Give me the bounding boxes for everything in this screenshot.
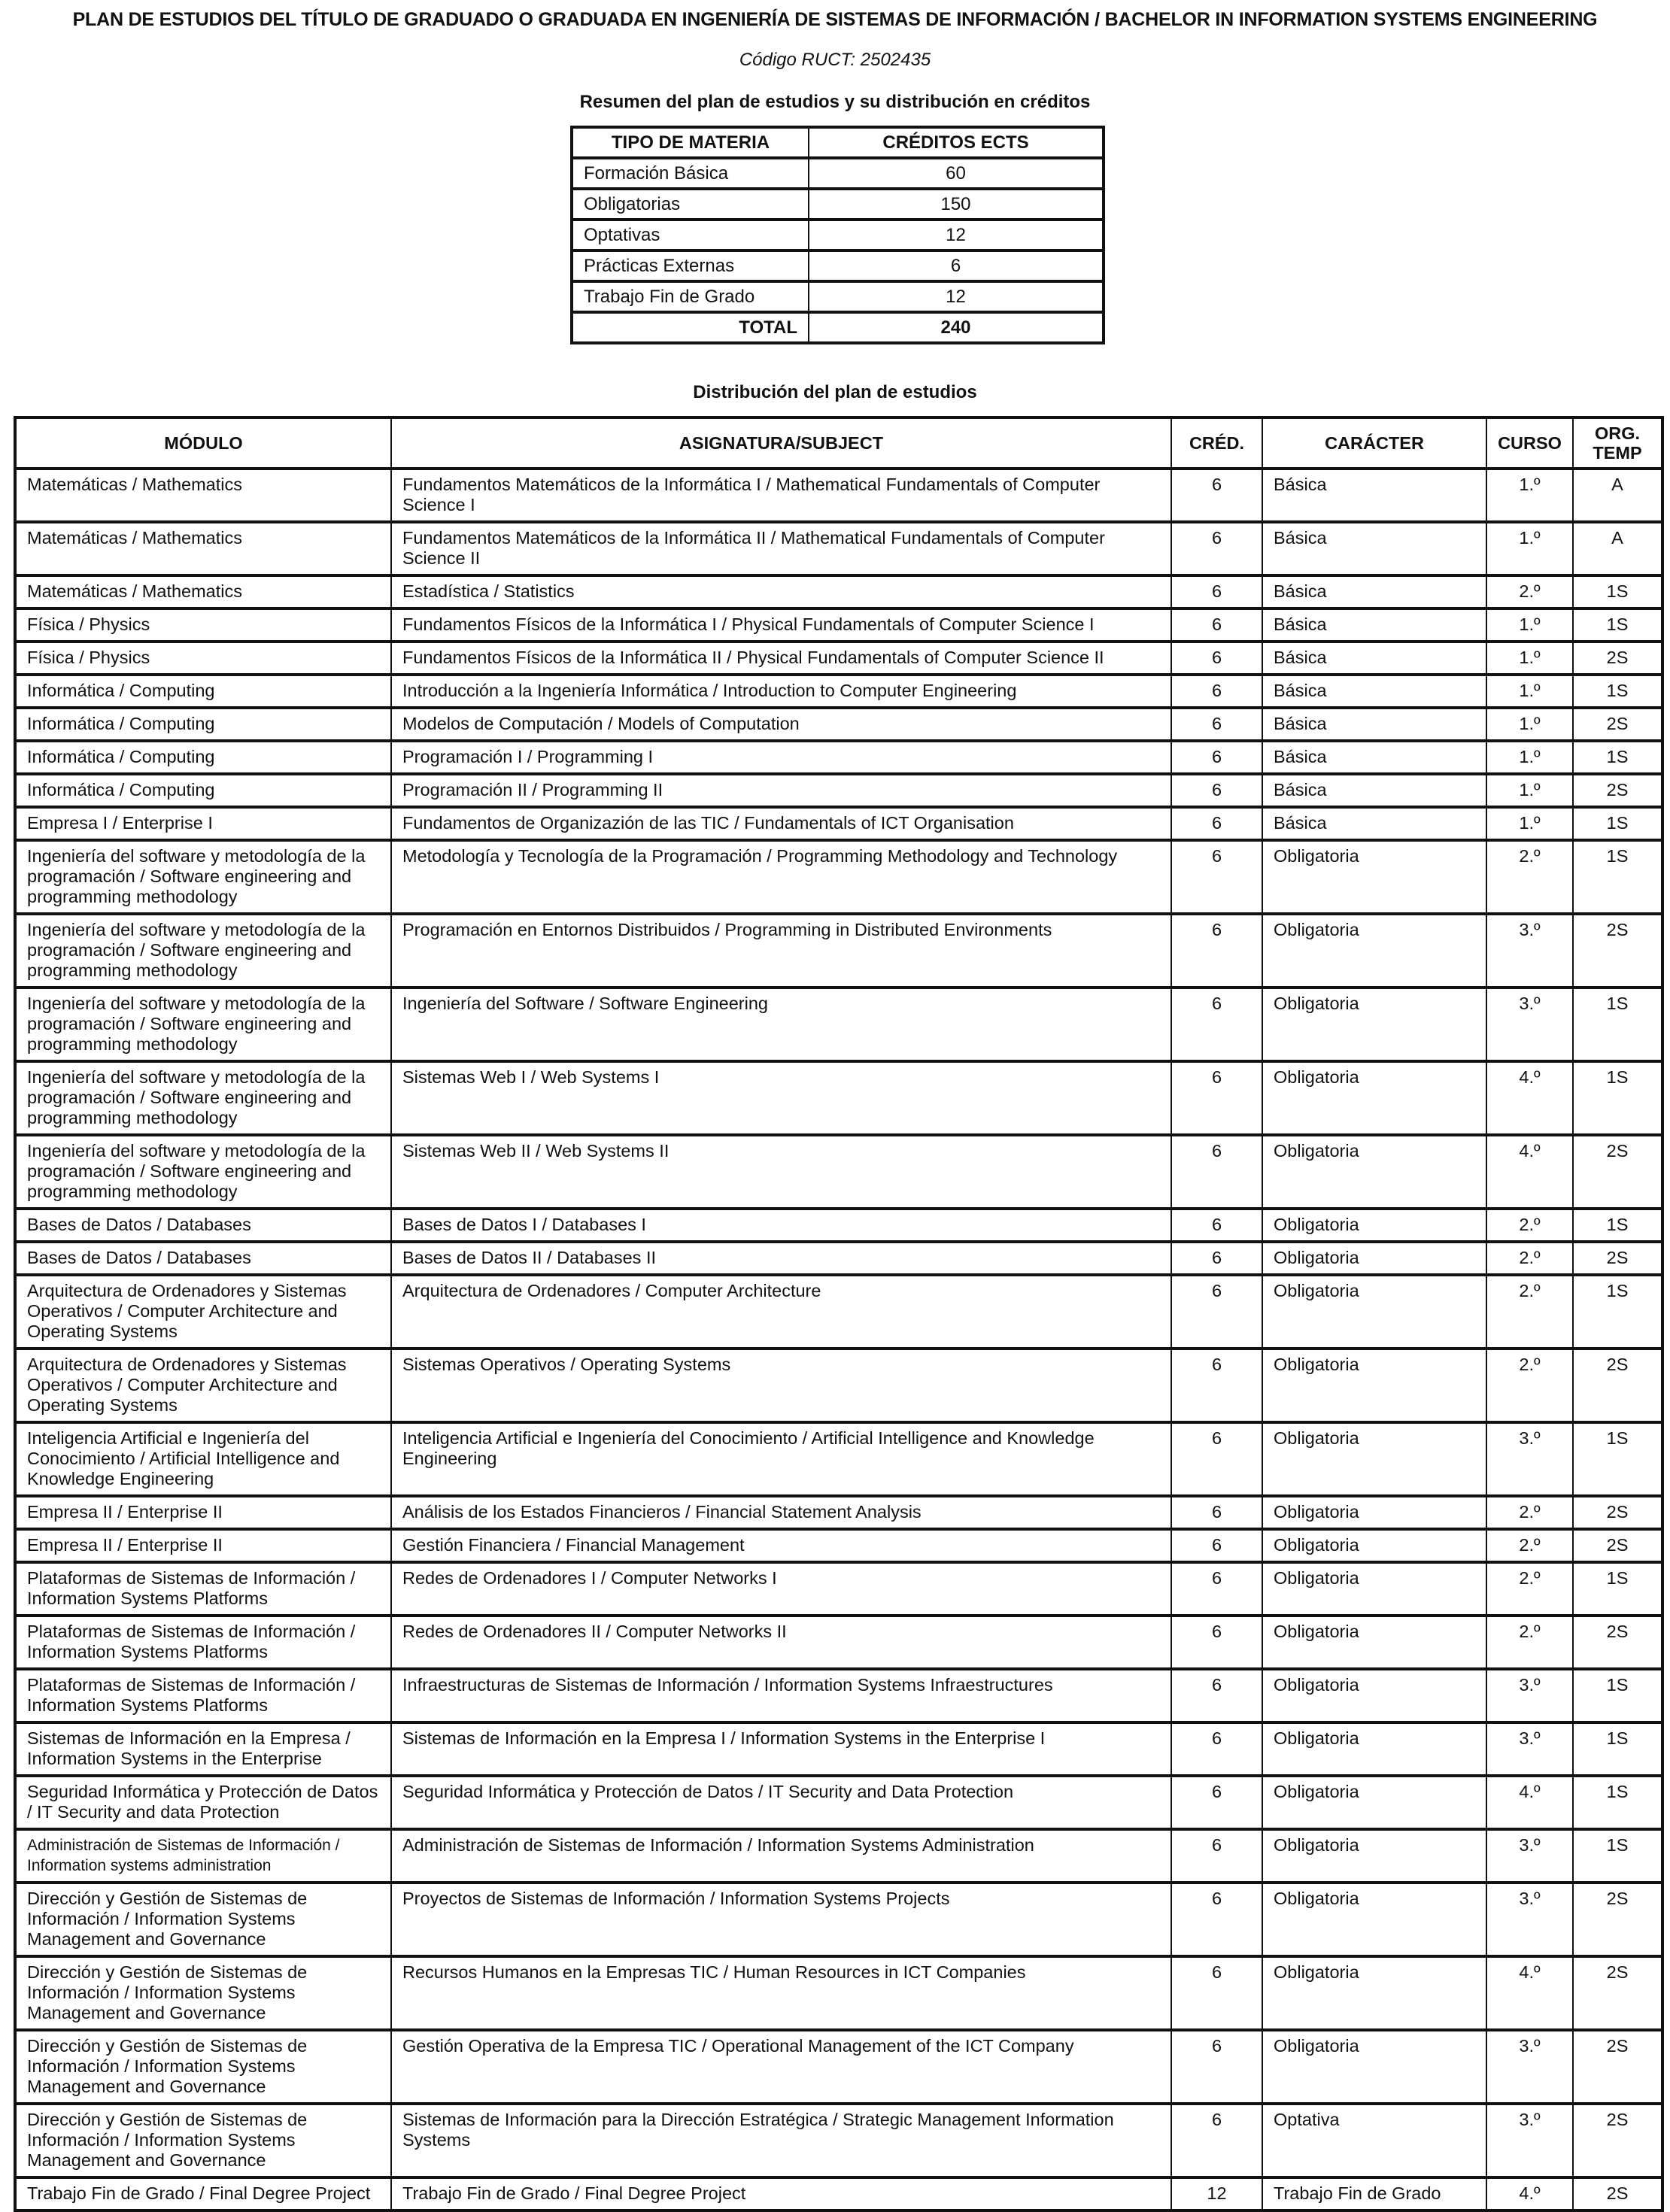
credits-cell: 6 [1171, 1776, 1262, 1829]
table-row [15, 840, 1662, 914]
module-cell: Empresa II / Enterprise II [15, 1529, 391, 1562]
semester-cell: 1S [1573, 608, 1662, 642]
character-cell: Básica [1262, 608, 1486, 642]
year-cell: 2.º [1486, 575, 1573, 608]
table-row [15, 1829, 1662, 1883]
summary-row [572, 250, 1104, 281]
year-cell: 2.º [1486, 1529, 1573, 1562]
year-cell: 1.º [1486, 807, 1573, 840]
semester-cell: 2S [1573, 1883, 1662, 1956]
column-header-module: MÓDULO [15, 417, 391, 469]
module-cell: Informática / Computing [15, 675, 391, 708]
module-cell: Arquitectura de Ordenadores y Sistemas Operativos / Computer Architecture and Operating Systems [15, 1275, 391, 1349]
character-cell: Obligatoria [1262, 1061, 1486, 1135]
semester-cell: 2S [1573, 1496, 1662, 1529]
distribution-title: Distribución del plan de estudios [693, 382, 977, 402]
character-cell: Básica [1262, 774, 1486, 807]
module-cell: Sistemas de Información en la Empresa / Information Systems in the Enterprise [15, 1722, 391, 1776]
character-cell: Obligatoria [1262, 1722, 1486, 1776]
credits-cell: 6 [1171, 1061, 1262, 1135]
character-cell: Obligatoria [1262, 1242, 1486, 1275]
semester-cell: 2S [1573, 1349, 1662, 1422]
credits-cell: 6 [1171, 1669, 1262, 1722]
character-cell: Optativa [1262, 2104, 1486, 2177]
semester-cell: 1S [1573, 1829, 1662, 1883]
column-header-year: CURSO [1486, 417, 1573, 469]
semester-cell: A [1573, 522, 1662, 575]
subject-type: Formación Básica [572, 158, 809, 189]
summary-header-row [572, 127, 1104, 158]
subject-cell: Proyectos de Sistemas de Información / Information Systems Projects [391, 1883, 1171, 1956]
credits-cell: 6 [1171, 1562, 1262, 1616]
subject-cell: Fundamentos Matemáticos de la Informática I / Mathematical Fundamentals of Computer Science I [391, 469, 1171, 522]
subject-cell: Bases de Datos I / Databases I [391, 1209, 1171, 1242]
semester-cell: 1S [1573, 840, 1662, 914]
module-cell: Plataformas de Sistemas de Información / Information Systems Platforms [15, 1669, 391, 1722]
semester-cell: 1S [1573, 741, 1662, 774]
subject-cell: Trabajo Fin de Grado / Final Degree Project [391, 2177, 1171, 2210]
table-row [15, 1883, 1662, 1956]
table-row [15, 522, 1662, 575]
semester-cell: 1S [1573, 675, 1662, 708]
table-row [15, 1722, 1662, 1776]
character-cell: Obligatoria [1262, 1529, 1486, 1562]
subject-cell: Inteligencia Artificial e Ingeniería del Conocimiento / Artificial Intelligence and Knowledge Engineering [391, 1422, 1171, 1496]
credits-cell: 6 [1171, 914, 1262, 988]
subject-type: Obligatorias [572, 189, 809, 220]
year-cell: 1.º [1486, 708, 1573, 741]
credits-cell: 6 [1171, 1529, 1262, 1562]
subject-cell: Análisis de los Estados Financieros / Financial Statement Analysis [391, 1496, 1171, 1529]
credits-cell: 6 [1171, 642, 1262, 675]
module-cell: Arquitectura de Ordenadores y Sistemas Operativos / Computer Architecture and Operating Systems [15, 1349, 391, 1422]
module-cell: Matemáticas / Mathematics [15, 469, 391, 522]
subject-cell: Fundamentos de Organizazión de las TIC / Fundamentals of ICT Organisation [391, 807, 1171, 840]
table-row [15, 807, 1662, 840]
subject-cell: Sistemas de Información para la Dirección Estratégica / Strategic Management Information Systems [391, 2104, 1171, 2177]
character-cell: Obligatoria [1262, 1776, 1486, 1829]
ruct-code: Código RUCT: 2502435 [739, 50, 931, 70]
year-cell: 4.º [1486, 2177, 1573, 2210]
module-cell: Ingeniería del software y metodología de la programación / Software engineering and programming methodology [15, 1135, 391, 1209]
year-cell: 2.º [1486, 1616, 1573, 1669]
year-cell: 2.º [1486, 840, 1573, 914]
subject-cell: Sistemas de Información en la Empresa I / Information Systems in the Enterprise I [391, 1722, 1171, 1776]
character-cell: Obligatoria [1262, 1562, 1486, 1616]
character-cell: Obligatoria [1262, 1883, 1486, 1956]
column-header-credits: CRÉDITOS ECTS [809, 127, 1104, 158]
credits-cell: 6 [1171, 774, 1262, 807]
table-row [15, 675, 1662, 708]
credits-cell: 6 [1171, 1242, 1262, 1275]
semester-cell: 2S [1573, 1135, 1662, 1209]
credits-cell: 6 [1171, 1829, 1262, 1883]
subject-cell: Recursos Humanos en la Empresas TIC / Human Resources in ICT Companies [391, 1956, 1171, 2030]
semester-cell: 1S [1573, 575, 1662, 608]
semester-cell: 2S [1573, 774, 1662, 807]
year-cell: 1.º [1486, 774, 1573, 807]
credits-cell: 6 [1171, 1956, 1262, 2030]
summary-row [572, 220, 1104, 250]
subject-cell: Bases de Datos II / Databases II [391, 1242, 1171, 1275]
credits-cell: 6 [1171, 469, 1262, 522]
year-cell: 2.º [1486, 1562, 1573, 1616]
table-row [15, 1956, 1662, 2030]
table-row [15, 1275, 1662, 1349]
module-cell: Empresa II / Enterprise II [15, 1496, 391, 1529]
semester-cell: 1S [1573, 1669, 1662, 1722]
table-row [15, 1776, 1662, 1829]
table-row [15, 988, 1662, 1061]
module-cell: Matemáticas / Mathematics [15, 522, 391, 575]
character-cell: Obligatoria [1262, 914, 1486, 988]
semester-cell: 1S [1573, 1722, 1662, 1776]
semester-cell: 2S [1573, 2104, 1662, 2177]
year-cell: 4.º [1486, 1061, 1573, 1135]
year-cell: 2.º [1486, 1275, 1573, 1349]
credits-cell: 6 [1171, 741, 1262, 774]
module-cell: Seguridad Informática y Protección de Datos / IT Security and data Protection [15, 1776, 391, 1829]
column-header-subject: ASIGNATURA/SUBJECT [391, 417, 1171, 469]
table-row [15, 708, 1662, 741]
subject-cell: Metodología y Tecnología de la Programación / Programming Methodology and Technology [391, 840, 1171, 914]
table-row [15, 914, 1662, 988]
module-cell: Empresa I / Enterprise I [15, 807, 391, 840]
semester-cell: 2S [1573, 642, 1662, 675]
module-cell: Dirección y Gestión de Sistemas de Información / Information Systems Management and Governance [15, 2030, 391, 2104]
table-row [15, 1242, 1662, 1275]
table-row [15, 1529, 1662, 1562]
year-cell: 3.º [1486, 1669, 1573, 1722]
credits-cell: 6 [1171, 840, 1262, 914]
table-row [15, 575, 1662, 608]
module-cell: Ingeniería del software y metodología de la programación / Software engineering and programming methodology [15, 840, 391, 914]
credits-cell: 6 [1171, 675, 1262, 708]
semester-cell: 2S [1573, 2030, 1662, 2104]
module-cell: Física / Physics [15, 608, 391, 642]
credits-cell: 6 [1171, 1275, 1262, 1349]
subject-type: Trabajo Fin de Grado [572, 281, 809, 312]
character-cell: Obligatoria [1262, 1135, 1486, 1209]
table-row [15, 469, 1662, 522]
character-cell: Básica [1262, 642, 1486, 675]
semester-cell: 2S [1573, 2177, 1662, 2210]
module-cell: Ingeniería del software y metodología de la programación / Software engineering and programming methodology [15, 988, 391, 1061]
year-cell: 4.º [1486, 1956, 1573, 2030]
credits-cell: 6 [1171, 708, 1262, 741]
character-cell: Obligatoria [1262, 1829, 1486, 1883]
table-row [15, 1496, 1662, 1529]
character-cell: Trabajo Fin de Grado [1262, 2177, 1486, 2210]
year-cell: 4.º [1486, 1776, 1573, 1829]
character-cell: Obligatoria [1262, 1349, 1486, 1422]
semester-cell: 1S [1573, 1776, 1662, 1829]
semester-cell: 1S [1573, 1061, 1662, 1135]
table-row [15, 1562, 1662, 1616]
credits-cell: 6 [1171, 1422, 1262, 1496]
table-row [15, 1209, 1662, 1242]
module-cell: Matemáticas / Mathematics [15, 575, 391, 608]
credits-cell: 6 [1171, 1883, 1262, 1956]
credits-cell: 6 [1171, 2030, 1262, 2104]
subject-cell: Fundamentos Físicos de la Informática I / Physical Fundamentals of Computer Science I [391, 608, 1171, 642]
credits-cell: 6 [1171, 807, 1262, 840]
module-cell: Plataformas de Sistemas de Información / Information Systems Platforms [15, 1562, 391, 1616]
total-value: 240 [809, 312, 1104, 343]
module-cell: Informática / Computing [15, 708, 391, 741]
semester-cell: 1S [1573, 988, 1662, 1061]
credits-cell: 6 [1171, 1496, 1262, 1529]
table-row [15, 642, 1662, 675]
credits-cell: 6 [1171, 1616, 1262, 1669]
semester-cell: 2S [1573, 1242, 1662, 1275]
subject-cell: Redes de Ordenadores II / Computer Networks II [391, 1616, 1171, 1669]
ects-credits: 6 [809, 250, 1104, 281]
ects-credits: 12 [809, 220, 1104, 250]
module-cell: Bases de Datos / Databases [15, 1242, 391, 1275]
character-cell: Obligatoria [1262, 1616, 1486, 1669]
subject-cell: Infraestructuras de Sistemas de Información / Information Systems Infraestructures [391, 1669, 1171, 1722]
year-cell: 4.º [1486, 1135, 1573, 1209]
table-row [15, 2030, 1662, 2104]
subject-cell: Gestión Financiera / Financial Management [391, 1529, 1171, 1562]
character-cell: Obligatoria [1262, 840, 1486, 914]
year-cell: 3.º [1486, 2104, 1573, 2177]
subject-type: Optativas [572, 220, 809, 250]
module-cell: Inteligencia Artificial e Ingeniería del Conocimiento / Artificial Intelligence and Knowledge Engineering [15, 1422, 391, 1496]
credits-cell: 12 [1171, 2177, 1262, 2210]
table-row [15, 1061, 1662, 1135]
module-cell: Informática / Computing [15, 741, 391, 774]
character-cell: Básica [1262, 675, 1486, 708]
character-cell: Obligatoria [1262, 2030, 1486, 2104]
semester-cell: 2S [1573, 1529, 1662, 1562]
subject-cell: Sistemas Operativos / Operating Systems [391, 1349, 1171, 1422]
character-cell: Obligatoria [1262, 1422, 1486, 1496]
subject-cell: Redes de Ordenadores I / Computer Networks I [391, 1562, 1171, 1616]
table-row [15, 1422, 1662, 1496]
credits-cell: 6 [1171, 1209, 1262, 1242]
module-cell: Ingeniería del software y metodología de la programación / Software engineering and programming methodology [15, 1061, 391, 1135]
semester-cell: 2S [1573, 1616, 1662, 1669]
subject-type: Prácticas Externas [572, 250, 809, 281]
credits-cell: 6 [1171, 988, 1262, 1061]
character-cell: Básica [1262, 708, 1486, 741]
module-cell: Ingeniería del software y metodología de la programación / Software engineering and programming methodology [15, 914, 391, 988]
credits-cell: 6 [1171, 522, 1262, 575]
year-cell: 3.º [1486, 1829, 1573, 1883]
subject-cell: Programación I / Programming I [391, 741, 1171, 774]
character-cell: Básica [1262, 807, 1486, 840]
total-label: TOTAL [572, 312, 809, 343]
year-cell: 2.º [1486, 1209, 1573, 1242]
semester-cell: 1S [1573, 1209, 1662, 1242]
credits-summary-table [570, 126, 1105, 344]
credits-cell: 6 [1171, 608, 1262, 642]
character-cell: Básica [1262, 522, 1486, 575]
character-cell: Obligatoria [1262, 1956, 1486, 2030]
credits-cell: 6 [1171, 1722, 1262, 1776]
module-cell: Dirección y Gestión de Sistemas de Información / Information Systems Management and Governance [15, 1956, 391, 2030]
module-cell: Administración de Sistemas de Información / Information systems administration [15, 1829, 391, 1883]
year-cell: 1.º [1486, 741, 1573, 774]
year-cell: 3.º [1486, 1883, 1573, 1956]
module-cell: Dirección y Gestión de Sistemas de Información / Information Systems Management and Governance [15, 2104, 391, 2177]
year-cell: 3.º [1486, 988, 1573, 1061]
semester-cell: 1S [1573, 1562, 1662, 1616]
module-cell: Bases de Datos / Databases [15, 1209, 391, 1242]
semester-cell: 2S [1573, 914, 1662, 988]
subject-cell: Fundamentos Matemáticos de la Informática II / Mathematical Fundamentals of Computer Science II [391, 522, 1171, 575]
year-cell: 2.º [1486, 1242, 1573, 1275]
table-row [15, 2177, 1662, 2210]
semester-cell: 1S [1573, 1275, 1662, 1349]
semester-cell: 1S [1573, 1422, 1662, 1496]
year-cell: 3.º [1486, 914, 1573, 988]
table-row [15, 1349, 1662, 1422]
year-cell: 1.º [1486, 675, 1573, 708]
year-cell: 2.º [1486, 1349, 1573, 1422]
column-header-type: TIPO DE MATERIA [572, 127, 809, 158]
subject-cell: Ingeniería del Software / Software Engineering [391, 988, 1171, 1061]
semester-cell: 1S [1573, 807, 1662, 840]
summary-total-row [572, 312, 1104, 343]
year-cell: 1.º [1486, 608, 1573, 642]
subject-cell: Sistemas Web I / Web Systems I [391, 1061, 1171, 1135]
subject-cell: Administración de Sistemas de Información / Information Systems Administration [391, 1829, 1171, 1883]
module-cell: Dirección y Gestión de Sistemas de Información / Information Systems Management and Governance [15, 1883, 391, 1956]
subject-cell: Gestión Operativa de la Empresa TIC / Operational Management of the ICT Company [391, 2030, 1171, 2104]
credits-cell: 6 [1171, 1135, 1262, 1209]
table-row [15, 1616, 1662, 1669]
character-cell: Básica [1262, 469, 1486, 522]
credits-cell: 6 [1171, 1349, 1262, 1422]
subject-cell: Fundamentos Físicos de la Informática II / Physical Fundamentals of Computer Science II [391, 642, 1171, 675]
year-cell: 1.º [1486, 522, 1573, 575]
character-cell: Básica [1262, 575, 1486, 608]
table-row [15, 774, 1662, 807]
subject-cell: Programación en Entornos Distribuidos / Programming in Distributed Environments [391, 914, 1171, 988]
table-row [15, 608, 1662, 642]
subject-cell: Modelos de Computación / Models of Computation [391, 708, 1171, 741]
document-title: PLAN DE ESTUDIOS DEL TÍTULO DE GRADUADO O GRADUADA EN INGENIERÍA DE SISTEMAS DE INFORMACIÓN / BACHELOR IN INFORMATION SYSTEMS ENGINEERING [72, 9, 1598, 30]
summary-title: Resumen del plan de estudios y su distribución en créditos [579, 92, 1091, 112]
table-row [15, 741, 1662, 774]
year-cell: 3.º [1486, 1722, 1573, 1776]
column-header-character: CARÁCTER [1262, 417, 1486, 469]
subject-cell: Programación II / Programming II [391, 774, 1171, 807]
table-row [15, 1135, 1662, 1209]
year-cell: 1.º [1486, 469, 1573, 522]
summary-row [572, 158, 1104, 189]
credits-cell: 6 [1171, 2104, 1262, 2177]
semester-cell: 2S [1573, 1956, 1662, 2030]
subject-cell: Introducción a la Ingeniería Informática / Introduction to Computer Engineering [391, 675, 1171, 708]
column-header-credits: CRÉD. [1171, 417, 1262, 469]
study-plan-table [14, 416, 1664, 2212]
year-cell: 3.º [1486, 2030, 1573, 2104]
module-cell: Trabajo Fin de Grado / Final Degree Project [15, 2177, 391, 2210]
summary-row [572, 281, 1104, 312]
table-row [15, 1669, 1662, 1722]
character-cell: Obligatoria [1262, 988, 1486, 1061]
module-cell: Plataformas de Sistemas de Información / Information Systems Platforms [15, 1616, 391, 1669]
table-row [15, 2104, 1662, 2177]
credits-cell: 6 [1171, 575, 1262, 608]
ects-credits: 150 [809, 189, 1104, 220]
character-cell: Básica [1262, 741, 1486, 774]
ects-credits: 12 [809, 281, 1104, 312]
semester-cell: 2S [1573, 708, 1662, 741]
subject-cell: Estadística / Statistics [391, 575, 1171, 608]
character-cell: Obligatoria [1262, 1669, 1486, 1722]
module-cell: Informática / Computing [15, 774, 391, 807]
subject-cell: Sistemas Web II / Web Systems II [391, 1135, 1171, 1209]
ects-credits: 60 [809, 158, 1104, 189]
summary-row [572, 189, 1104, 220]
year-cell: 1.º [1486, 642, 1573, 675]
character-cell: Obligatoria [1262, 1209, 1486, 1242]
module-cell: Física / Physics [15, 642, 391, 675]
study-plan-header-row [15, 417, 1662, 469]
year-cell: 3.º [1486, 1422, 1573, 1496]
semester-cell: A [1573, 469, 1662, 522]
character-cell: Obligatoria [1262, 1275, 1486, 1349]
character-cell: Obligatoria [1262, 1496, 1486, 1529]
subject-cell: Arquitectura de Ordenadores / Computer Architecture [391, 1275, 1171, 1349]
year-cell: 2.º [1486, 1496, 1573, 1529]
subject-cell: Seguridad Informática y Protección de Datos / IT Security and Data Protection [391, 1776, 1171, 1829]
column-header-semester: ORG. TEMP [1573, 417, 1662, 469]
